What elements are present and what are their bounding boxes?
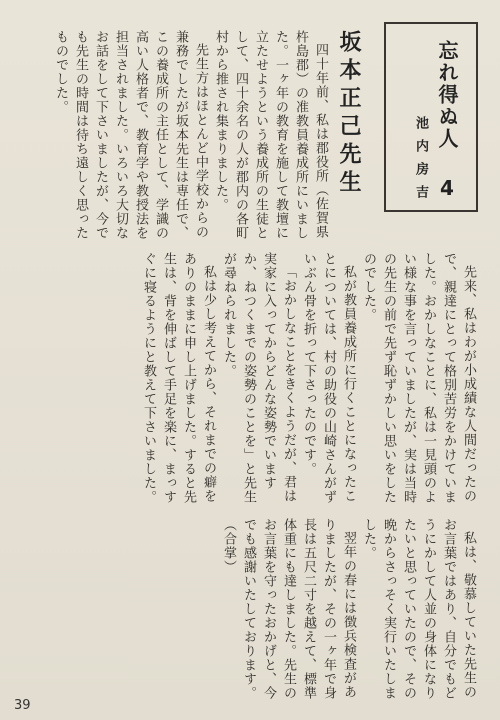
paragraph: 「おかしなことをきくようだが、君は実家に入ってからどんな姿勢でいますか、ねつくまでの姿勢のことを」と先生が尋ねられました。 — [221, 252, 296, 504]
paragraph: 四十年前、私は郡役所（佐賀県杵島郡）の准教員養成所にいました。一ヶ年の教育を施して教壇に立たせようという養成所の生徒として、四十余名の人が郡内の各町村から推され集まりました。 — [213, 30, 328, 240]
paragraph: 先生方はほとんど中学校からの兼務でしたが坂本先生は専任で、この養成所の主任として、学識の高い人格者で、教育学や教授法を担当されました。いろいろ大切なお話をして下さいましたが、今でも先生の時間は待ち遠しく思ったものでした。 — [53, 30, 208, 240]
paragraph: 先来、私はわが小成績な人間だったので、親達にとって格別苦労をかけていました。おかしなことに、私は一見頭のよい様な事を言っていましたが、実は当時の先生の前で先ず恥ずかしい思いをしたのでした。 — [361, 252, 476, 504]
paragraph: 翌年の春には徴兵検査がありましたが、その一ヶ年で身長は五尺二寸を越えて、標準体重にも達しました。先生のお言葉を守ったおかげと、今でも感謝いたしております。（合掌） — [221, 518, 356, 700]
text-section-middle — [22, 252, 478, 510]
series-title: 忘れ得ぬ人 4 — [435, 40, 459, 202]
paragraph: 私は少し考えてから、それまでの癖をありのままに申し上げました。すると先生は、背を伸ばして手足を楽に、まっすぐに寝るようにと教えて下さいました。 — [141, 252, 216, 504]
author-name: 池内房吉 — [413, 116, 428, 208]
essay-title: 坂本正己先生 — [336, 30, 362, 198]
text-section-upper — [22, 30, 330, 240]
paragraph: 私が教員養成所に行くことになったことについては、村の助役の山崎さんがずいぶん骨を折って下さったのです。 — [301, 252, 356, 504]
paragraph: 私は、敬慕していた先生のお言葉ではあり、自分でもどうにかして人並の身体になりたいと思っていたので、その晩からさっそく実行いたしました。 — [361, 518, 476, 700]
text-section-bottom — [22, 518, 478, 704]
series-title-box — [384, 22, 478, 212]
page-number: 39 — [14, 698, 31, 713]
